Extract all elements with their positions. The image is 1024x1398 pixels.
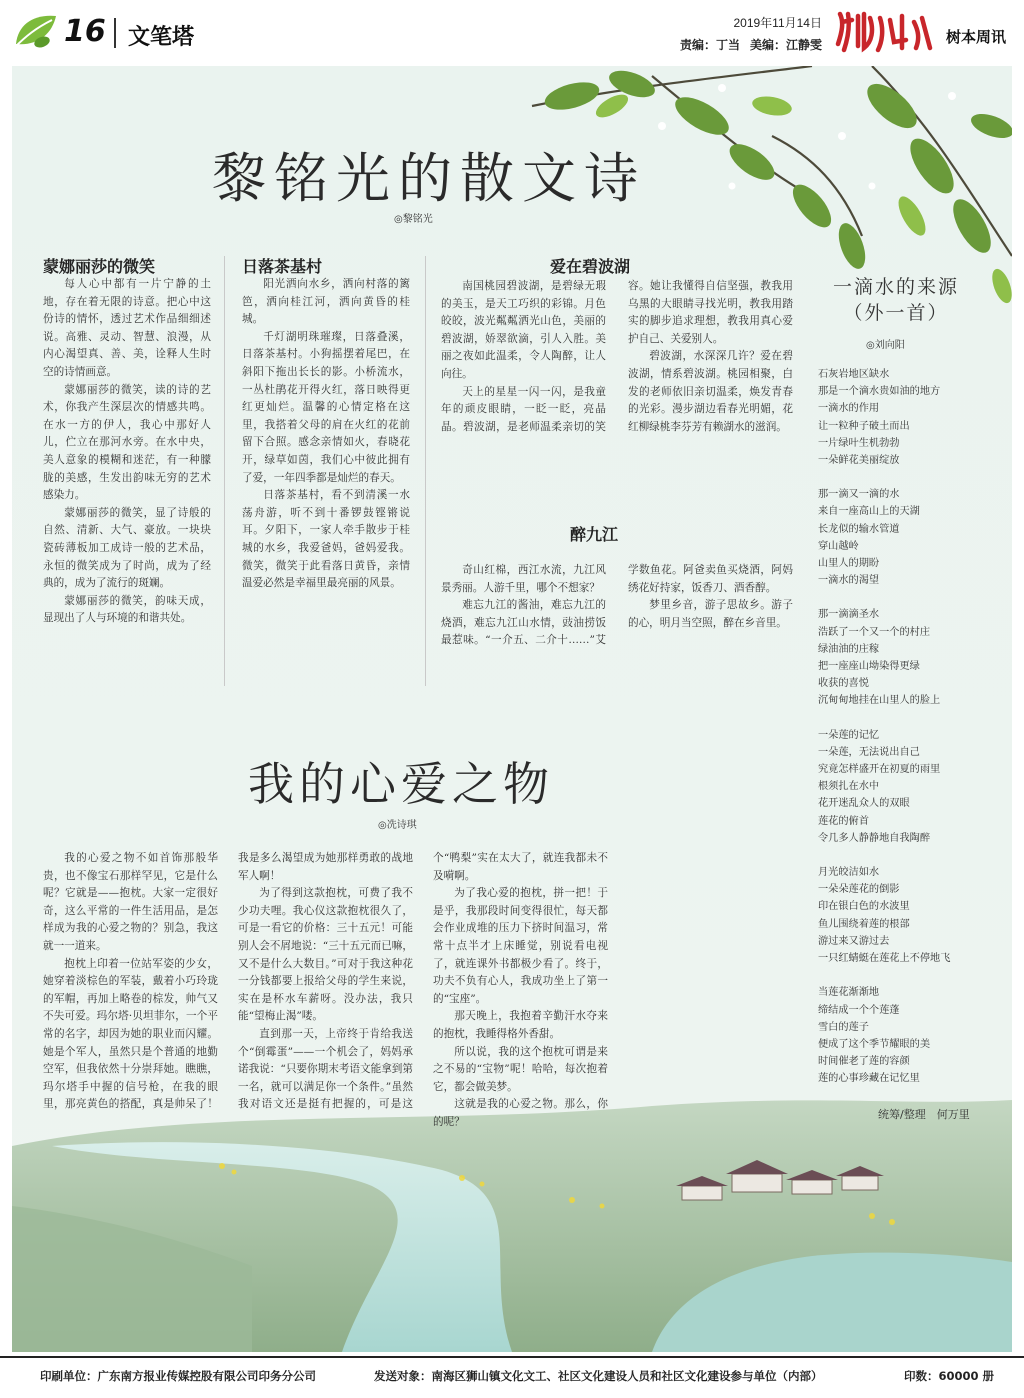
poem-line: 一朵莲的记忆 xyxy=(818,729,880,741)
poem-line: 那是一个滴水贵如油的地方 xyxy=(818,386,941,398)
poem-line: 莲花的俯首 xyxy=(818,815,869,827)
issue-date: 2019年11月14日 xyxy=(733,16,822,30)
poem-line: 时间催老了莲的容颜 xyxy=(818,1056,910,1068)
paragraph: 碧波湖，水深深几许？爱在碧波湖，情系碧波湖。桃园相聚，白发的老师依旧亲切温柔，焕发青春的光彩。漫步湖边看春光明媚，花红柳绿桃李芬芳有赖湖水的滋润。 xyxy=(628,350,793,433)
poem-stanza xyxy=(818,864,1012,967)
paragraph: 我的心爱之物不如首饰那般华贵，也不像宝石那样罕见，它是什么呢？它就是——抱枕。大家一定很好奇，这么平常的一件生活用品，是怎样成为我的心爱之物的？别急，我这就一一道来。 xyxy=(43,852,218,952)
printer-info: 印刷单位：广东南方报业传媒控股有限公司印务分公司 xyxy=(40,1369,316,1383)
poem-line: 长龙似的输水管道 xyxy=(818,523,900,535)
poem-byline: ◎刘向阳 xyxy=(866,340,905,351)
compiler-credit: 统筹/整理 何万里 xyxy=(878,1108,970,1121)
designer: 美编：江静雯 xyxy=(749,38,822,52)
print-count: 印数：60000 册 xyxy=(904,1369,995,1383)
section-name: 文笔塔 xyxy=(128,25,195,50)
section-body xyxy=(43,276,211,628)
paragraph: 日落茶基村，看不到清溪一水荡舟游，听不到十番锣鼓铿锵说耳。夕阳下，一家人牵手散步于桂城的水乡，我爱爸妈，爸妈爱我。微笑，微笑于此看落日黄昏，亲情温爱必然是幸福里最亮丽的风景。 xyxy=(242,489,410,590)
editor: 责编：丁当 xyxy=(679,38,740,52)
article-byline: ◎黎铭光 xyxy=(394,214,433,225)
poem-line: 印在银白色的水波里 xyxy=(818,901,910,913)
paragraph: 梦里乡音，游子思故乡。游子的心，明月当空照，醉在乡音里。 xyxy=(628,599,793,629)
poem-line: 穿山越岭 xyxy=(818,540,859,552)
poem-stanza xyxy=(818,606,1012,709)
poem-title xyxy=(816,274,976,326)
header-divider xyxy=(114,18,116,48)
poem-line: 一朵朵莲花的倒影 xyxy=(818,884,900,896)
poem-line: 一只红蜻蜓在莲花上不停地飞 xyxy=(818,953,951,965)
poem-title-line: （外一首） xyxy=(843,302,949,324)
distribution-info: 发送对象：南海区狮山镇文化文工、社区文化建设人员和社区文化建设参与单位（内部） xyxy=(374,1369,823,1383)
poem-line: 令几多人静静地自我陶醉 xyxy=(818,832,931,844)
poem-line: 那一滴滴圣水 xyxy=(818,609,880,621)
page-number: 16 xyxy=(64,14,106,49)
poem-line: 让一粒种子破土而出 xyxy=(818,420,910,432)
poem-line: 收获的喜悦 xyxy=(818,678,869,690)
poem-line: 石灰岩地区缺水 xyxy=(818,369,890,380)
column-divider xyxy=(425,256,426,686)
poem-line: 把一座座山坳染得更绿 xyxy=(818,661,920,673)
poem-title-line: 一滴水的来源 xyxy=(832,276,959,298)
paragraph: 所以说，我的这个抱枕可谓是来之不易的“宝物”呢！哈哈，每次抱着它，都会做美梦。 xyxy=(433,1045,608,1093)
paragraph: 天上的星星一闪一闪，是我童年的顽皮眼睛，一眨一眨，亮晶晶。碧波湖，是老师温柔亲切的笑容。她让我懂得自信坚强，教我用乌黑的大眼睛寻找光明，教我用踏实的脚步追求理想，教我用真心爱护自己、关爱别人。 xyxy=(441,280,793,433)
article-title: 我的心爱之物 xyxy=(248,757,554,811)
paragraph: 这就是我的心爱之物。那么，你的呢？ xyxy=(433,1098,608,1128)
article-title: 黎铭光的散文诗 xyxy=(212,147,646,210)
paragraph: 难忘九江的酱油，难忘九江的烧酒，难忘九江山水情，豉油捞饭最惹味。“一介五、二介十……”艾学数鱼花。阿爸卖鱼买烧酒，阿妈绣花好持家，饭香刀、酒香醇。 xyxy=(441,564,793,647)
article-byline: ◎冼诗琪 xyxy=(378,820,417,831)
poem-line: 花开迷乱众人的双眼 xyxy=(818,798,910,810)
poem-line: 沉甸甸地挂在山里人的脸上 xyxy=(818,695,941,707)
brand-name: 树本周讯 xyxy=(946,28,1007,46)
section-title: 爱在碧波湖 xyxy=(550,257,631,276)
poem-line: 鱼儿围绕着莲的根部 xyxy=(818,918,910,930)
article-body xyxy=(43,850,803,1140)
section-body xyxy=(441,278,793,436)
shishan-logo xyxy=(834,8,934,54)
section-body xyxy=(242,276,410,593)
editor-credits xyxy=(680,36,822,53)
paragraph: 奇山红棉，西江水流，九江风景秀丽。人游千里，哪个不想家？ xyxy=(441,564,606,594)
poem-line: 来自一座高山上的天湖 xyxy=(818,506,920,518)
poem-line: 浩跃了一个又一个的村庄 xyxy=(818,626,931,638)
leaf-icon xyxy=(12,12,60,50)
poem-stanza xyxy=(818,366,1012,469)
column-divider xyxy=(224,256,225,686)
poem-line: 绿油油的庄稼 xyxy=(818,643,880,655)
page-footer xyxy=(0,1356,1024,1398)
poem-line: 一片绿叶生机勃勃 xyxy=(818,437,900,449)
paragraph: 千灯湖明珠璀璨，日落叠溪，日落茶基村。小狗摇摆着尾巴，在斜阳下拖出长长的影。小桥流水，一丛杜鹃花开得火红，落日映得更红更灿烂。温馨的心情定格在这里，我搭着父母的肩在火红的花前留下合照。感念亲情如火，春晓花开，绿草如茵，我们心中彼此拥有了爱，一年四季都是灿烂的春天。 xyxy=(242,330,410,484)
poem-stanza xyxy=(818,727,1012,847)
poem-line: 月光皎洁如水 xyxy=(818,867,880,879)
section-title: 日落茶基村 xyxy=(242,257,323,276)
paragraph: 直到那一天，上帝终于肯给我送个“倒霉蛋”——一个机会了，妈妈承诺我说：“只要你期末考语文能拿到第一名，就可以满足你一个条件。”虽然我对语文还是挺有把握的，可是这个“鸭梨”实在太大了，就连我都未不及嗬啊。 xyxy=(238,852,608,1111)
poem-line: 便成了这个季节耀眼的美 xyxy=(818,1038,931,1050)
poem-line: 莲的心事珍藏在记忆里 xyxy=(818,1073,920,1085)
section-title: 蒙娜丽莎的微笑 xyxy=(43,257,156,276)
poem-line: 一滴水的作用 xyxy=(818,403,880,415)
paragraph: 抱枕上印着一位站军姿的少女，她穿着淡棕色的军装，戴着小巧玲珑的军帽，再加上略卷的棕发，帅气又不失可爱。玛尔塔·贝坦菲尔，一个平常的名字，却因为她的职业而闪耀。她是个军人，虽然只是个普通的地勤空军，但我依然十分崇拜她。瞧瞧，玛尔塔手中握的信号枪，在我的眼里，那亮黄色的搭配，真是帅呆了！我是多么渴望成为她那样勇敢的战地军人啊！ xyxy=(43,852,413,1111)
poem-line: 根须扎在水中 xyxy=(818,781,880,793)
poem-stanza xyxy=(818,486,1012,589)
poem-body xyxy=(818,366,1012,1105)
poem-line: 一滴水的渴望 xyxy=(818,575,880,587)
poem-line: 当莲花渐渐地 xyxy=(818,987,880,999)
poem-line: 缔结成一个个莲蓬 xyxy=(818,1004,900,1016)
section-body xyxy=(441,562,793,650)
article-frame xyxy=(12,66,1012,1352)
section-title: 醉九江 xyxy=(570,525,619,544)
poem-line: 一朵莲，无法说出自己 xyxy=(818,746,920,758)
poem-line: 雪白的莲子 xyxy=(818,1021,869,1033)
paragraph: 为了得到这款抱枕，可费了我不少功夫哩。我心仪这款抱枕很久了，可是一看它的价格：三十五元！可能别人会不屑地说：“三十五元而已嘛，又不是什么大数目。”可对于我这种花一分钱都要上报给父母的学生来说，实在是杯水车薪呀。没办法，我只能“望梅止渴”喽。 xyxy=(238,887,413,1023)
poem-line: 游过来又游过去 xyxy=(818,935,890,947)
paragraph: 那天晚上，我抱着辛勤汗水夺来的抱枕，我睡得格外香甜。 xyxy=(433,1010,608,1040)
paragraph: 为了我心爱的抱枕，拼一把！于是乎，我那段时间变得很忙，每天都会作业成堆的压力下挤时间温习，常常十点半才上床睡觉，别说看电视了，就连课外书都极少看了。终于，功夫不负有心人，我成功坐上了第一的“宝座”。 xyxy=(433,887,608,1005)
poem-stanza xyxy=(818,984,1012,1087)
paragraph: 蒙娜丽莎的微笑，读的诗的艺术，你我产生深层次的情感共鸣。在水一方的伊人，我心中那好人儿，伫立在那河水旁。在水中央，美人意象的模糊和迷茫，有一种朦胧的美感，生发出韵味无穷的艺术感染力。 xyxy=(43,383,211,502)
page-header xyxy=(0,0,1024,62)
paragraph: 蒙娜丽莎的微笑，显了诗般的自然、清新、大气、豪放。一块块瓷砖薄板加工成诗一般的艺术品，永恒的微笑成为了时尚，成为了经典的，成为了流行的斑斓。 xyxy=(43,506,211,590)
paragraph: 南国桃园碧波湖，是碧绿无瑕的美玉，是天工巧织的彩锦。月色皎皎，波光粼粼洒光山色，美丽的碧波湖，娇翠欲滴，引人入胜。美丽之夜如此温柔，令人陶醉，让人向往。 xyxy=(441,280,606,380)
paragraph: 每人心中都有一片宁静的土地，存在着无限的诗意。把心中这份诗的情怀，透过艺术作品细细述说。高雅、灵动、智慧、浪漫，从内心渴望真、善、美，诠释人生时空的诗情画意。 xyxy=(43,278,211,378)
poem-line: 那一滴又一滴的水 xyxy=(818,489,900,501)
paragraph: 阳光洒向水乡，洒向村落的篱笆，洒向桂江河，洒向黄昏的桂城。 xyxy=(242,278,410,326)
poem-line: 山里人的期盼 xyxy=(818,558,880,570)
paragraph: 蒙娜丽莎的微笑，韵味天成，显现出了人与环境的和谐共处。 xyxy=(43,594,211,625)
poem-line: 究竟怎样盛开在初夏的雨里 xyxy=(818,764,941,776)
poem-line: 一朵鲜花美丽绽放 xyxy=(818,455,900,467)
